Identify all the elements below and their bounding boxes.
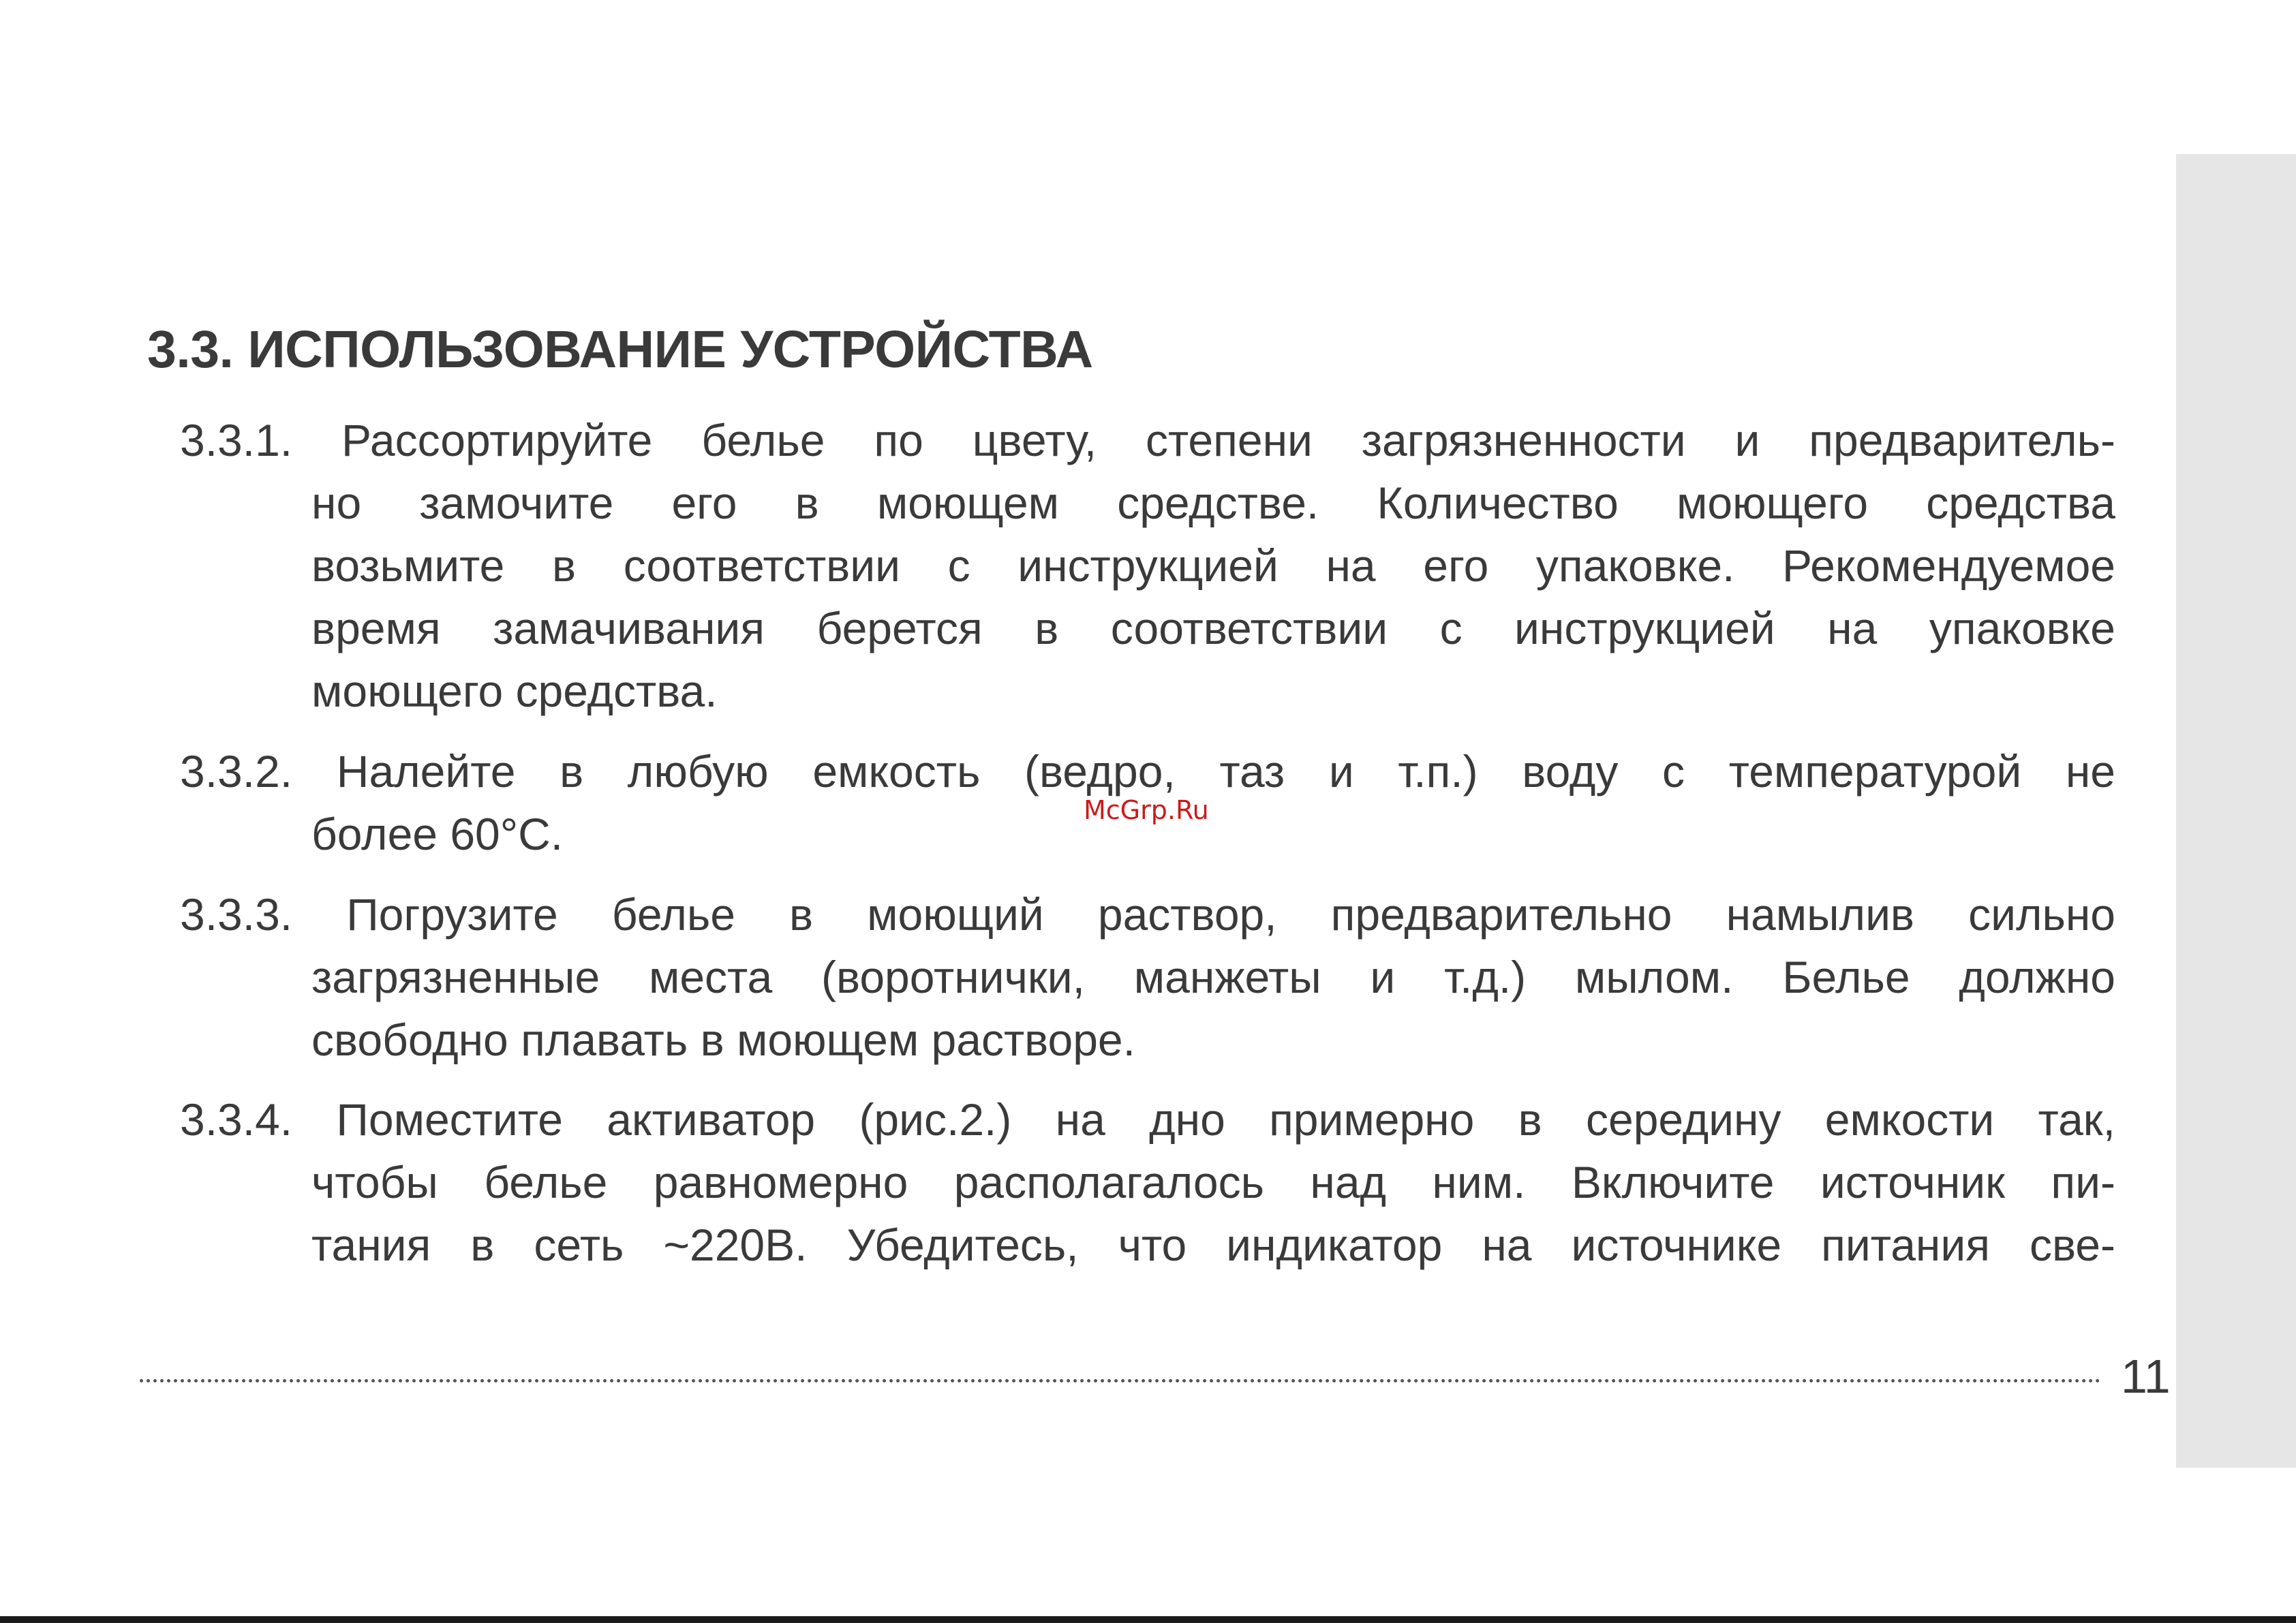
text-line: но замочите его в моющем средстве. Количество моющего средства: [311, 478, 2115, 528]
text-line: время замачивания берется в соответствии с инструкцией на упаковке: [311, 603, 2115, 653]
instruction-item-3-3-3: [180, 883, 2115, 1071]
text-line: загрязненные места (воротнички, манжеты и т.д.) мылом. Белье должно: [311, 952, 2115, 1002]
section-heading: 3.3. ИСПОЛЬЗОВАНИЕ УСТРОЙСТВА: [147, 320, 1093, 379]
text-line: тания в сеть ~220В. Убедитесь, что индикатор на источнике питания све-: [311, 1220, 2115, 1270]
text-line: чтобы белье равномерно располагалось над ним. Включите источник пи-: [311, 1157, 2115, 1207]
instruction-item-3-3-1: [180, 409, 2115, 722]
bottom-border: [0, 1616, 2296, 1623]
text-line: 3.3.4. Поместите активатор (рис.2.) на дно примерно в середину емкости так,: [180, 1094, 2115, 1145]
text-line: возьмите в соответствии с инструкцией на его упаковке. Рекомендуемое: [311, 540, 2115, 591]
page-number: 11: [2121, 1350, 2171, 1403]
footer-dotted-rule: [140, 1379, 2101, 1382]
text-line: 3.3.3. Погрузите белье в моющий раствор, предварительно намылив сильно: [180, 889, 2115, 940]
watermark-text: McGrp.Ru: [1084, 795, 1209, 825]
text-line: 3.3.1. Рассортируйте белье по цвету, степени загрязненности и предваритель-: [180, 415, 2115, 465]
text-line: 3.3.2. Налейте в любую емкость (ведро, таз и т.п.) воду с температурой не: [180, 746, 2115, 797]
text-line: более 60°С.: [311, 809, 564, 859]
side-tab: [2176, 154, 2296, 1468]
instruction-item-3-3-4: [180, 1088, 2115, 1276]
text-line: моющего средства.: [311, 666, 718, 716]
text-line: свободно плавать в моющем растворе.: [311, 1015, 1135, 1065]
